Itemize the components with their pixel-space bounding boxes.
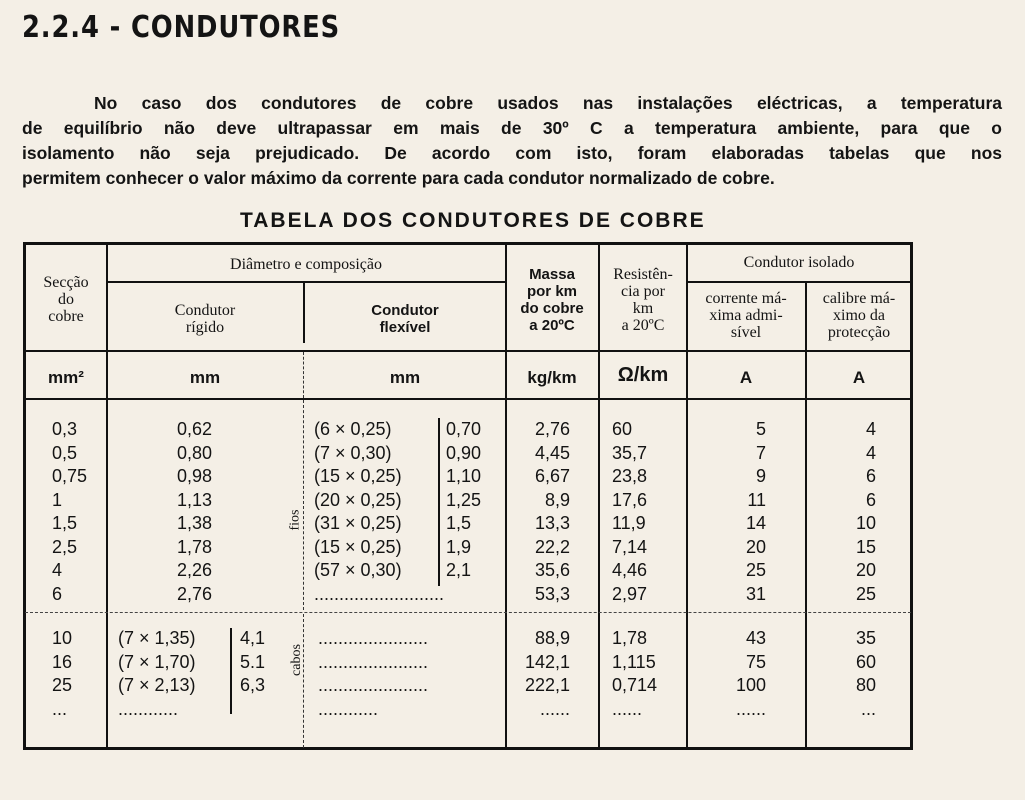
table-rule bbox=[686, 281, 911, 283]
unit-corrente: A bbox=[739, 368, 753, 387]
intro-paragraph bbox=[22, 91, 1002, 191]
cell-resistencia: 1,115 bbox=[612, 651, 656, 672]
cell-resistencia: 11,9 bbox=[612, 513, 646, 533]
cell-corrente: 75 bbox=[745, 651, 766, 672]
cell-corrente: 9 bbox=[755, 466, 766, 486]
cell-rigido-diametro: 5.1 bbox=[240, 651, 266, 672]
table-rule bbox=[106, 244, 108, 748]
table-rule bbox=[25, 398, 911, 400]
cell-seccao: 25 bbox=[52, 675, 73, 695]
unit-resistencia: Ω/km bbox=[617, 364, 669, 386]
cell-seccao: 1,5 bbox=[52, 513, 78, 533]
section-heading: 2.2.4 - CONDUTORES bbox=[22, 10, 341, 45]
cell-seccao: 1 bbox=[52, 489, 63, 510]
cell-calibre: 4 bbox=[865, 442, 876, 463]
cell-flexivel-diametro: 1,5 bbox=[446, 513, 472, 533]
intro-line: de equilíbrio não deve ultrapassar em mais de 30º C a temperatura ambiente, para que o bbox=[22, 118, 1002, 138]
cell-resistencia: 0,714 bbox=[612, 675, 658, 695]
cell-massa: 22,2 bbox=[534, 536, 570, 557]
table-rule bbox=[25, 612, 911, 613]
header-resistencia: Resistên- cia por km a 20ºC bbox=[613, 266, 673, 334]
cell-resistencia: 1,78 bbox=[612, 628, 648, 648]
cell-rigido-composicao: ............ bbox=[118, 698, 179, 719]
cell-corrente: ...... bbox=[735, 698, 766, 719]
cell-seccao: 6 bbox=[52, 583, 63, 604]
cell-rigido: 1,38 bbox=[177, 513, 213, 533]
header-diametro-group: Diâmetro e composição bbox=[230, 256, 382, 273]
cell-corrente: 5 bbox=[755, 419, 766, 439]
cell-rigido-composicao: (7 × 1,35) bbox=[118, 628, 196, 648]
header-rigido: Condutor rígido bbox=[174, 302, 236, 336]
cell-resistencia: 7,14 bbox=[612, 536, 648, 557]
cell-rigido: 0,98 bbox=[177, 466, 213, 486]
cell-rigido: 0,80 bbox=[177, 442, 213, 463]
cell-rigido-diametro: 4,1 bbox=[240, 628, 266, 648]
table-rule bbox=[303, 283, 305, 343]
table-rule bbox=[303, 614, 304, 748]
cell-seccao: 2,5 bbox=[52, 536, 78, 557]
cell-massa: 88,9 bbox=[534, 628, 570, 648]
cell-flexivel: ...................... bbox=[318, 675, 429, 695]
cell-flexivel: ...................... bbox=[318, 628, 429, 648]
cell-calibre: 10 bbox=[855, 513, 876, 533]
table-rule bbox=[598, 244, 600, 748]
table-rule bbox=[303, 400, 304, 610]
cell-rigido-composicao: (7 × 2,13) bbox=[118, 675, 196, 695]
unit-massa: kg/km bbox=[527, 368, 577, 387]
cell-corrente: 20 bbox=[745, 536, 766, 557]
cell-seccao: 0,3 bbox=[52, 419, 78, 439]
cell-calibre: 4 bbox=[865, 419, 876, 439]
cell-calibre: 6 bbox=[865, 489, 876, 510]
cell-rigido: 1,13 bbox=[177, 489, 213, 510]
cell-rigido: 2,26 bbox=[177, 560, 213, 580]
cell-calibre: 35 bbox=[855, 628, 876, 648]
cell-massa: ...... bbox=[539, 698, 570, 719]
cell-corrente: 43 bbox=[745, 628, 766, 648]
cell-resistencia: 2,97 bbox=[612, 583, 648, 604]
cell-calibre: 15 bbox=[855, 536, 876, 557]
cell-corrente: 14 bbox=[745, 513, 766, 533]
cell-flexivel-composicao: (20 × 0,25) bbox=[314, 489, 402, 510]
cell-flexivel-diametro: 0,90 bbox=[446, 442, 482, 463]
unit-seccao: mm² bbox=[48, 368, 84, 387]
cell-seccao: 0,5 bbox=[52, 442, 78, 463]
header-seccao: Secção do cobre bbox=[43, 274, 89, 325]
cell-resistencia: 23,8 bbox=[612, 466, 648, 486]
cell-flexivel-diametro: 0,70 bbox=[446, 419, 482, 439]
cell-massa: 6,67 bbox=[534, 466, 570, 486]
cell-rigido: 2,76 bbox=[177, 583, 213, 604]
cell-flexivel: ............ bbox=[318, 698, 379, 719]
cell-resistencia: 4,46 bbox=[612, 560, 648, 580]
intro-line: permitem conhecer o valor máximo da corrente para cada condutor normalizado de cobre. bbox=[22, 168, 775, 188]
cell-flexivel-composicao: (15 × 0,25) bbox=[314, 466, 402, 486]
header-corrente: corrente má- xima admi- sível bbox=[705, 290, 787, 341]
cell-rigido: 0,62 bbox=[177, 419, 213, 439]
cell-seccao: 0,75 bbox=[52, 466, 88, 486]
table-rule bbox=[230, 628, 232, 714]
cell-flexivel-composicao: (15 × 0,25) bbox=[314, 536, 402, 557]
cell-calibre: 20 bbox=[855, 560, 876, 580]
label-cabos: cabos bbox=[288, 644, 304, 676]
cell-calibre: 25 bbox=[855, 583, 876, 604]
unit-flexivel: mm bbox=[389, 368, 421, 387]
header-calibre: calibre má- ximo da protecção bbox=[822, 290, 896, 341]
cell-resistencia: 35,7 bbox=[612, 442, 648, 463]
intro-line: No caso dos condutores de cobre usados nas instalações eléctricas, a temperatura bbox=[94, 93, 1002, 113]
cell-flexivel-diametro: 1,10 bbox=[446, 466, 482, 486]
header-isolado-group: Condutor isolado bbox=[743, 254, 855, 271]
cell-flexivel-diametro: 1,9 bbox=[446, 536, 472, 557]
cell-flexivel-composicao: (31 × 0,25) bbox=[314, 513, 402, 533]
table-rule bbox=[106, 281, 506, 283]
cell-calibre: 60 bbox=[855, 651, 876, 672]
cell-rigido-diametro: 6,3 bbox=[240, 675, 266, 695]
table-title: TABELA DOS CONDUTORES DE COBRE bbox=[240, 209, 706, 232]
cell-massa: 8,9 bbox=[544, 489, 570, 510]
cell-corrente: 100 bbox=[735, 675, 766, 695]
unit-calibre: A bbox=[852, 368, 866, 387]
cell-massa: 35,6 bbox=[534, 560, 570, 580]
cell-corrente: 31 bbox=[745, 583, 766, 604]
cell-rigido: 1,78 bbox=[177, 536, 213, 557]
cell-massa: 13,3 bbox=[534, 513, 570, 533]
cell-seccao: 4 bbox=[52, 560, 63, 580]
cell-resistencia: 17,6 bbox=[612, 489, 648, 510]
cell-corrente: 25 bbox=[745, 560, 766, 580]
label-fios: fios bbox=[287, 509, 303, 531]
cell-seccao: 16 bbox=[52, 651, 73, 672]
header-massa: Massa por km do cobre a 20ºC bbox=[520, 266, 584, 334]
cell-flexivel-composicao: (57 × 0,30) bbox=[314, 560, 402, 580]
cell-flexivel-composicao: (6 × 0,25) bbox=[314, 419, 392, 439]
cell-resistencia: ...... bbox=[612, 698, 643, 719]
header-flexivel: Condutor flexível bbox=[371, 302, 439, 336]
cell-corrente: 11 bbox=[747, 489, 766, 510]
cell-seccao: ... bbox=[52, 698, 68, 719]
cell-resistencia: 60 bbox=[612, 419, 633, 439]
cell-calibre: 6 bbox=[865, 466, 876, 486]
cell-flexivel-diametro: 2,1 bbox=[446, 560, 472, 580]
cell-flexivel-composicao: .......................... bbox=[314, 583, 445, 604]
cell-seccao: 10 bbox=[52, 628, 73, 648]
cell-calibre: 80 bbox=[855, 675, 876, 695]
cell-massa: 2,76 bbox=[534, 419, 570, 439]
cell-flexivel: ...................... bbox=[318, 651, 429, 672]
cell-corrente: 7 bbox=[755, 442, 766, 463]
table-rule bbox=[303, 352, 304, 398]
cell-flexivel-diametro: 1,25 bbox=[446, 489, 482, 510]
unit-rigido: mm bbox=[189, 368, 221, 387]
cell-rigido-composicao: (7 × 1,70) bbox=[118, 651, 196, 672]
cell-flexivel-composicao: (7 × 0,30) bbox=[314, 442, 392, 463]
table-rule bbox=[25, 350, 911, 352]
cell-massa: 222,1 bbox=[524, 675, 570, 695]
table-rule bbox=[438, 418, 440, 586]
cell-massa: 142,1 bbox=[524, 651, 570, 672]
cell-massa: 4,45 bbox=[534, 442, 570, 463]
intro-line: isolamento não seja prejudicado. De acordo com isto, foram elaboradas tabelas que nos bbox=[22, 143, 1002, 163]
cell-calibre: ... bbox=[860, 698, 876, 719]
cell-massa: 53,3 bbox=[534, 583, 570, 604]
